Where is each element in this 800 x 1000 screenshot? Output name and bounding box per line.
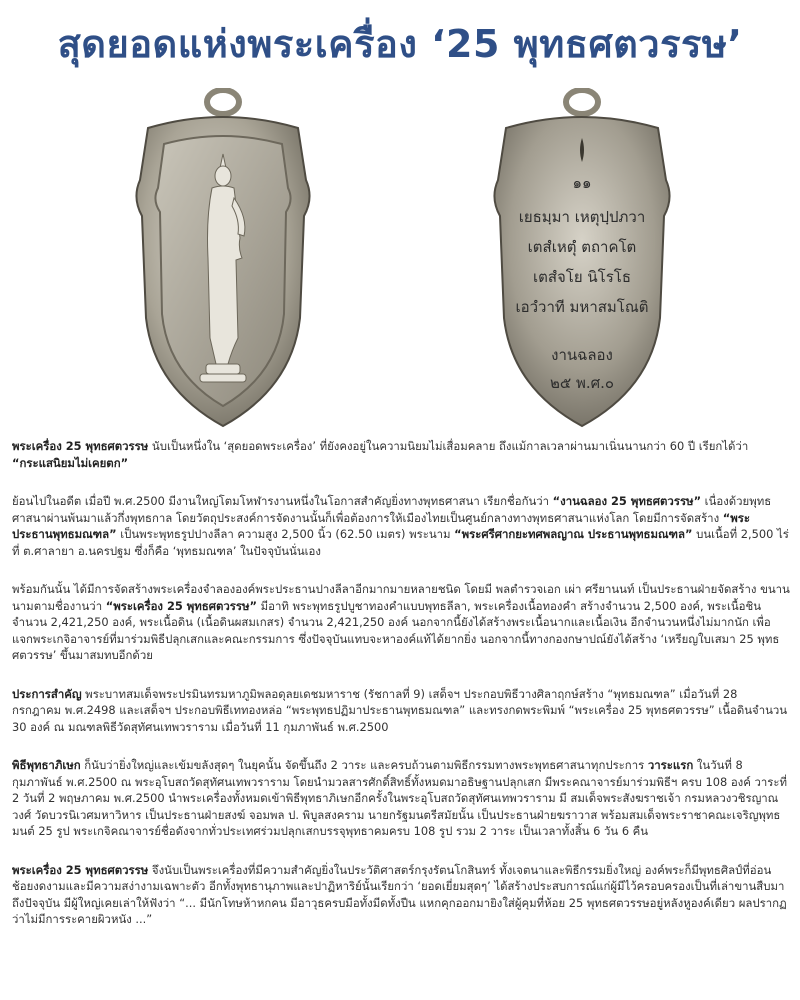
body-text: พร้อมกันนั้น ได้มีการจัดสร้างพระเครื่องจำลององค์พระประธานปางลีลาอีกมากมายหลายชนิด โดยมี พลตำรวจเอก เผ่า ศรียานนท์ เป็นประธานฝ่ายจัดสร้าง ขนานนามตามชื่องานว่า xyxy=(12,582,790,613)
bold-text: พระเครื่อง 25 พุทธศตวรรษ xyxy=(12,862,149,877)
bold-text: “กระแสนิยมไม่เคยตก” xyxy=(12,455,129,470)
bold-text: วาระแรก xyxy=(647,758,694,772)
body-text: ย้อนไปในอดีต เมื่อปี พ.ศ.2500 มีงานใหญ่โตมโหฬารงานหนึ่งในโอกาสสำคัญยิ่งทางพุทธศาสนา เรียกชื่อกันว่า xyxy=(12,494,553,508)
bold-text: พระเครื่อง 25 พุทธศตวรรษ xyxy=(12,439,149,453)
inscription-line: เอวํวาที มหาสมโณติ xyxy=(515,298,649,316)
paragraph-ceremony xyxy=(12,757,790,840)
body-text: ก็นับว่ายิ่งใหญ่และเข้มขลังสุดๆ ในยุคนั้น จัดขึ้นถึง 2 วาระ และครบถ้วนตามพิธีกรรมทางพระพุทธศาสนาทุกประการ xyxy=(80,758,648,772)
body-text: ในวันที่ 8 กุมภาพันธ์ พ.ศ.2500 ณ พระอุโบสถวัดสุทัศนเทพวราราม โดยนำมวลสารศักดิ์สิทธิ์ทั้งหมดมาอธิษฐานปลุกเสก มีพระคณาจารย์มาร่วมพิธีฯ ครบ 108 องค์ วาระที่ 2 วันที่ 2 พฤษภาคม พ.ศ.2500 นำพระเครื่องทั้งหมดเข้าพิธีพุทธาภิเษกอีกครั้งในพระอุโบสถวัดสุทัศนเทพวราราม มี สมเด็จพระสังฆราชเจ้า กรมหลวงวชิรญาณวงศ์ วัดบวรนิเวศมหาวิหาร เป็นประธานฝ่ายสงฆ์ จอมพล ป. พิบูลสงคราม นายกรัฐมนตรีสมัยนั้น เป็นประธานฝ่ายฆราวาส พร้อมสมเด็จพระราชาคณะเจริญพุทธมนต์ 25 รูป พระเกจิคณาจารย์ชื่อดังจากทั่วประเทศร่วมปลุกเสกบรรจุพุทธาคมครบ 108 รูป รวม 2 วาระ เป็นเวลาทั้งสิ้น 6 วัน 6 คืน xyxy=(12,758,787,838)
amulet-back-drawing xyxy=(486,88,678,430)
bold-text: พิธีพุทธาภิเษก xyxy=(12,758,81,772)
article-body xyxy=(12,438,790,944)
body-text: เป็นพระพุทธรูปปางลีลา ความสูง 2,500 นิ้ว (62.50 เมตร) พระนาม xyxy=(116,527,455,541)
body-text: จึงนับเป็นพระเครื่องที่มีความสำคัญยิ่งในประวัติศาสตร์กรุงรัตนโกสินทร์ ทั้งเจตนาและพิธีกรรมยิ่งใหญ่ องค์พระก็มีพุทธศิลป์ที่อ่อนช้อยงดงามและมีความสง่างามเฉพาะตัว อีกทั้งพุทธานุภาพและปาฏิหาริย์นั้นเรียกว่า ‘ยอดเยี่ยมสุดๆ’ ได้สร้างประสบการณ์แก่ผู้มีไว้ครอบครองเป็นที่เล่าขานสืบมาถึงปัจจุบัน มีผู้ใหญ่เคยเล่าให้ฟังว่า “... มีนักโทษห้าหกคน มีอาวุธครบมือทั้งมีดทั้งปืน แหกคุกออกมายิงใส่ผู้คุมที่ห้อย 25 พุทธศตวรรษอยู่หลังหูองค์เดียว ผลปรากฏว่าไม่มีการระคายผิวหนัง ...” xyxy=(12,862,787,926)
page-title: สุดยอดแห่งพระเครื่อง ‘25 พุทธศตวรรษ’ xyxy=(57,22,743,66)
amulet-loop xyxy=(207,90,239,114)
body-text: มีอาทิ พระพุทธรูปบูชาทองคำแบบพุทธลีลา, พระเครื่องเนื้อทองคำ สร้างจำนวน 2,500 องค์, พระเนื้อชิน จำนวน 2,421,250 องค์, พระเนื้อดิน (เนื้อดินผสมเกสร) จำนวน 2,421,250 องค์ นอกจากนี้ยังได้สร้างพระเนื้อนากและเนื้อเงิน อีกจำนวนหนึ่งไม่มากนัก เพื่อแจกพระเกจิอาจารย์ที่มาร่วมพิธีปลุกเสกและคณะกรรมการ ซึ่งปัจจุบันแทบจะหาองค์แท้ได้ยากยิ่ง นอกจากนี้ทางกองกษาปณ์ยังได้สร้าง ‘เหรียญใบเสมา 25 พุทธศตวรรษ’ ขึ้นมาสมทบอีกด้วย xyxy=(12,598,780,662)
bold-text: “งานฉลอง 25 พุทธศตวรรษ” xyxy=(552,494,702,508)
bold-text: “พระเครื่อง 25 พุทธศตวรรษ” xyxy=(105,598,258,613)
inscription-line: ๑๑ xyxy=(572,174,592,192)
inscription-line: เยธมฺมา เหตุปฺปภวา xyxy=(518,208,646,226)
inscription-line: งานฉลอง xyxy=(551,346,613,364)
amulet-back-image xyxy=(486,88,678,430)
paragraph-royal xyxy=(12,686,790,736)
inscription-line: เตสํจโย นิโรโธ xyxy=(532,268,632,286)
body-text: บนเนื้อที่ 2,500 ไร่ ที่ ต.ศาลายา อ.นครปฐม ซึ่งก็คือ ‘พุทธมณฑล’ ในปัจจุบันนั่นเอง xyxy=(12,527,789,558)
amulet-front-drawing xyxy=(128,88,318,430)
body-text: พระบาทสมเด็จพระปรมินทรมหาภูมิพลอดุลยเดชมหาราช (รัชกาลที่ 9) เสด็จฯ ประกอบพิธีวางศิลาฤกษ์สร้าง “พุทธมณฑล” เมื่อวันที่ 28 กรกฎาคม พ.ศ.2498 และเสด็จฯ ประกอบพิธีเททองหล่อ “พระพุทธปฏิมาประธานพุทธมณฑล” และทรงกดพระพิมพ์ “พระเครื่อง 25 พุทธศตวรรษ” เนื้อดินจำนวน 30 องค์ ณ มณฑลพิธีวัดสุทัศนเทพวราราม เมื่อวันที่ 11 กุมภาพันธ์ พ.ศ.2500 xyxy=(12,686,788,734)
paragraph-history xyxy=(12,493,790,559)
body-text: นับเป็นหนึ่งใน ‘สุดยอดพระเครื่อง’ ที่ยังคงอยู่ในความนิยมไม่เสื่อมคลาย ถึงแม้กาลเวลาผ่านมาเนิ่นนานกว่า 60 ปี เรียกได้ว่า xyxy=(148,439,749,453)
paragraph-significance xyxy=(12,862,790,928)
bold-text: ประการสำคัญ xyxy=(12,686,82,701)
inscription-line: เตสํเหตุํ ตถาคโต xyxy=(527,238,637,256)
amulet-loop xyxy=(566,90,598,114)
amulet-front-image xyxy=(128,88,318,430)
bold-text: “พระศรีศากยะทศพลญาณ ประธานพุทธมณฑล” xyxy=(454,527,693,541)
paragraph-intro xyxy=(12,438,790,471)
inscription-line: ๒๕ พ.ศ.๐ xyxy=(549,374,615,392)
paragraph-creation xyxy=(12,581,790,664)
body-text: เนื่องด้วยพุทธศาสนาผ่านพ้นมาแล้วกึ่งพุทธกาล โดยวัตถุประสงค์การจัดงานนั้นก็เพื่อต้องการให้เมืองไทยเป็นศูนย์กลางทางพุทธศาสนาแห่งโลก โดยมีการจัดสร้าง xyxy=(12,494,772,525)
bold-text: “พระประธานพุทธมณฑล” xyxy=(12,510,750,541)
